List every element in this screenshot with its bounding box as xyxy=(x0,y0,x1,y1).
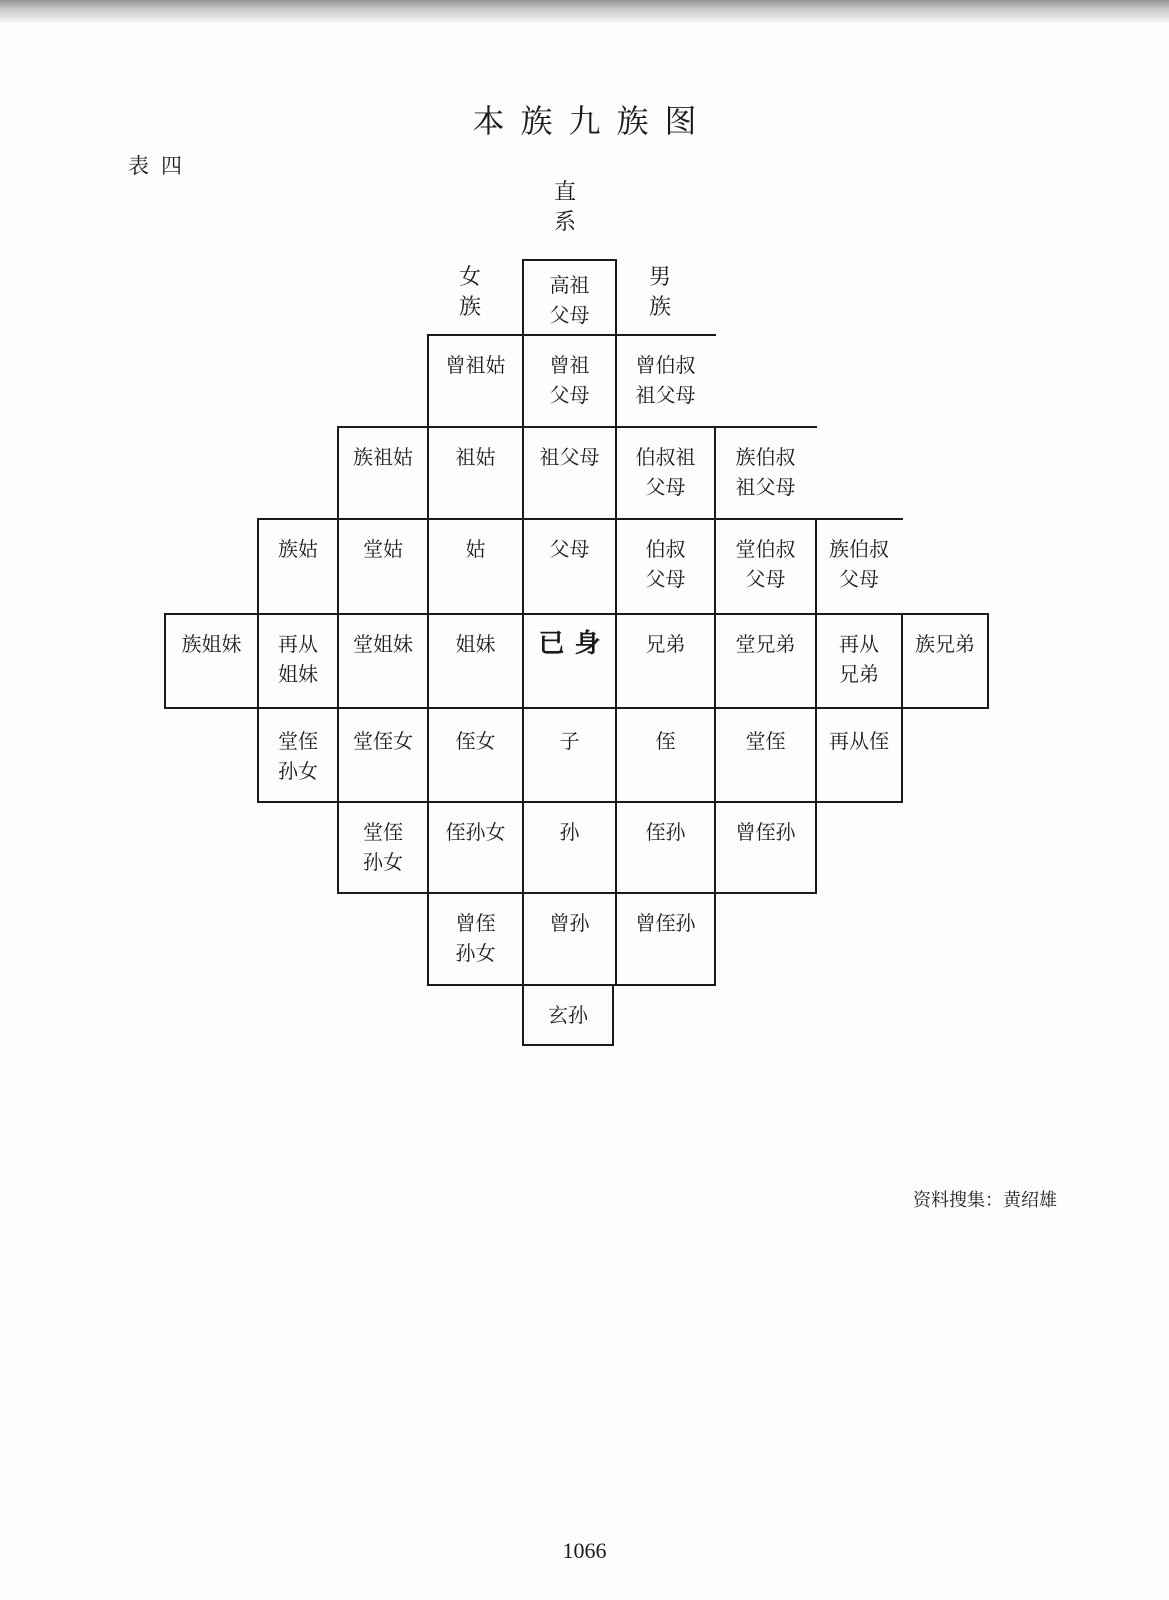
cell-great-grandnephew-r7: 曾侄孙 xyxy=(635,911,696,935)
cell-great-grandparents: 曾祖 父母 xyxy=(549,353,590,407)
cell-clan-granduncles: 族伯叔 祖父母 xyxy=(735,445,796,499)
female-line-header: 女 族 xyxy=(458,265,481,320)
scan-edge-shadow xyxy=(0,0,1169,22)
cell-great-grandson: 曾孙 xyxy=(549,911,590,935)
cell-granduncles: 伯叔祖 父母 xyxy=(635,445,696,499)
cell-clan-sisters: 族姐妹 xyxy=(181,632,242,656)
cell-clan-aunt: 族姑 xyxy=(278,537,318,561)
cell-grandnephew: 侄孙 xyxy=(645,820,686,844)
cell-great-great-grandson: 玄孙 xyxy=(548,1003,588,1027)
cell-second-cousin-brothers: 再从 兄弟 xyxy=(839,632,879,686)
cell-great-grandfather-sister: 曾祖姑 xyxy=(445,353,506,377)
cell-parents: 父母 xyxy=(549,537,590,561)
cell-aunt: 姑 xyxy=(465,537,486,561)
cell-cousin-grandniece-r6: 堂侄 孙女 xyxy=(363,820,403,874)
cell-uncles: 伯叔 父母 xyxy=(645,537,686,591)
cell-brothers: 兄弟 xyxy=(645,632,686,656)
cell-sisters: 姐妹 xyxy=(455,632,496,656)
direct-line-header: 直 系 xyxy=(553,180,576,235)
cell-clan-brothers: 族兄弟 xyxy=(915,632,975,656)
cell-second-cousin-nephew: 再从侄 xyxy=(829,729,889,753)
male-line-header: 男 族 xyxy=(648,265,671,320)
cell-clan-grandaunt: 族祖姑 xyxy=(353,445,413,469)
cell-cousin-nephew: 堂侄 xyxy=(745,729,786,753)
cell-son: 子 xyxy=(559,729,580,753)
cell-cousin-niece: 堂侄女 xyxy=(353,729,413,753)
cell-cousin-grandniece-r5: 堂侄 孙女 xyxy=(278,729,318,783)
cell-grandniece: 侄孙女 xyxy=(445,820,506,844)
source-credit: 资料搜集：黄绍雄 xyxy=(913,1190,1057,1211)
cell-grandparents: 祖父母 xyxy=(539,445,600,469)
cell-grandson: 孙 xyxy=(559,820,580,844)
cell-clan-uncles: 族伯叔 父母 xyxy=(829,537,889,591)
cell-cousin-brothers: 堂兄弟 xyxy=(735,632,796,656)
cell-second-cousin-sisters: 再从 姐妹 xyxy=(278,632,318,686)
cell-cousin-aunt: 堂姑 xyxy=(363,537,403,561)
cell-great-grandniece: 曾侄 孙女 xyxy=(455,911,496,965)
page-number: 1066 xyxy=(562,1538,607,1563)
cell-niece: 侄女 xyxy=(455,729,496,753)
page-title: 本族九族图 xyxy=(472,102,713,140)
cell-grandaunt: 祖姑 xyxy=(455,445,496,469)
cell-nephew: 侄 xyxy=(655,729,676,753)
cell-great-granduncles: 曾伯叔 祖父母 xyxy=(635,353,696,407)
cell-cousin-uncles: 堂伯叔 父母 xyxy=(735,537,796,591)
cell-self: 已身 xyxy=(538,629,611,659)
cell-cousin-sisters: 堂姐妹 xyxy=(353,632,413,656)
cell-great-great-grandparents: 高祖 父母 xyxy=(549,273,590,327)
table-label: 表四 xyxy=(128,154,194,178)
cell-great-grandnephew-r6: 曾侄孙 xyxy=(735,820,796,844)
